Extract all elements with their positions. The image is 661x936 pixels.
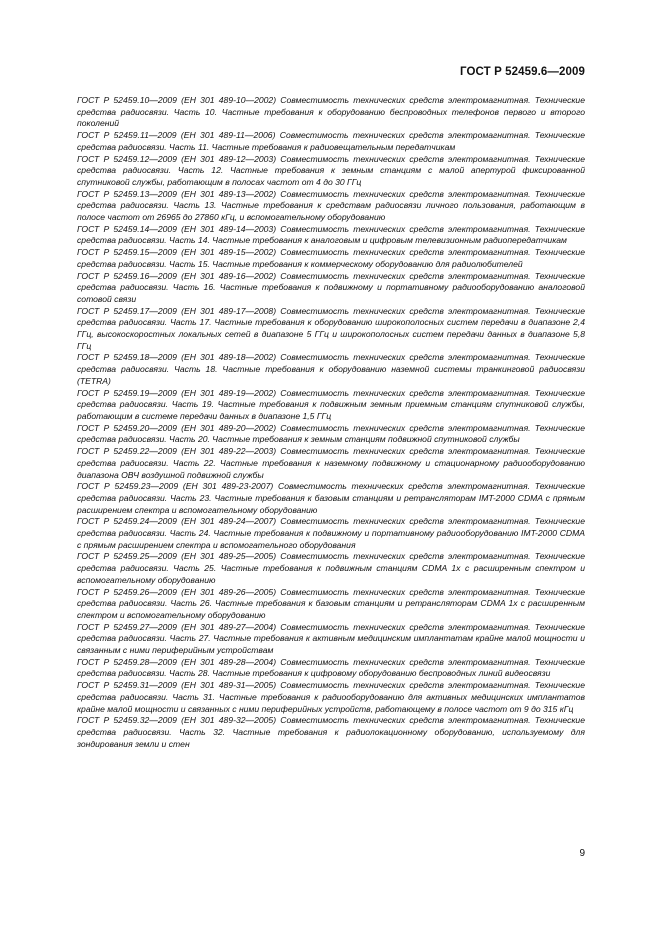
reference-entry (77, 446, 585, 481)
standard-title: Совместимость технических средств электромагнитная. Технические средства радиосвязи. Часть 12. Частные требования к земным станциям с малой апертурой фиксированной спутниковой службы, работающим в полосах частот от 4 до 30 ГГц (77, 153, 585, 187)
reference-entry (77, 657, 585, 680)
standard-reference: ГОСТ Р 52459.11—2009 (ЕН 301 489-11—2006) (77, 130, 276, 141)
standard-title: Совместимость технических средств электромагнитная. Технические средства радиосвязи. Часть 31. Частные требования к радиооборудованию для активных медицинских имплантатов крайне малой мощности и связанных с ними периферийных устройств, работающему в полосе частот от 9 до 315 кГц (77, 680, 585, 714)
standard-title: Совместимость технических средств электромагнитная. Технические средства радиосвязи. Часть 15. Частные требования к коммерческому оборудованию для радиолюбителей (77, 247, 585, 269)
standard-reference: ГОСТ Р 52459.23—2009 (ЕН 301 489-23-2007) (77, 481, 274, 492)
standard-reference: ГОСТ Р 52459.24—2009 (ЕН 301 489-24—2007) (77, 516, 277, 527)
reference-entry (77, 352, 585, 387)
standard-reference: ГОСТ Р 52459.16—2009 (ЕН 301 489-16—2002) (77, 270, 277, 281)
standard-title: Совместимость технических средств электромагнитная. Технические средства радиосвязи. Часть 32. Частные требования к радиолокационному оборудованию, используемому для зондирования земли и стен (77, 715, 585, 749)
standard-reference: ГОСТ Р 52459.17—2009 (ЕН 301 489-17—2008) (77, 305, 277, 316)
reference-entry (77, 715, 585, 750)
page-number: 9 (579, 848, 585, 859)
reference-entry (77, 388, 585, 423)
standard-title: Совместимость технических средств электромагнитная. Технические средства радиосвязи. Часть 11. Частные требования к радиовещательным передатчикам (77, 130, 585, 152)
standard-title: Совместимость технических средств электромагнитная. Технические средства радиосвязи. Часть 10. Частные требования к оборудованию беспроводных телефонов первого и второго поколений (77, 95, 585, 129)
standard-title: Совместимость технических средств электромагнитная. Технические средства радиосвязи. Часть 22. Частные требования к наземному подвижному и стационарному радиооборудованию диапазона ОВЧ воздушной подвижной службы (77, 446, 585, 480)
reference-entry (77, 622, 585, 657)
standard-reference: ГОСТ Р 52459.18—2009 (ЕН 301 489-18—2002) (77, 352, 277, 363)
standard-title: Совместимость технических средств электромагнитная. Технические средства радиосвязи. Часть 20. Частные требования к земным станциям подвижной спутниковой службы (77, 422, 585, 445)
standard-title: Совместимость технических средств электромагнитная. Технические средства радиосвязи. Часть 25. Частные требования к подвижным станциям CDMA 1x с расширенным спектром и вспомогательному оборудованию (77, 551, 585, 585)
standard-reference: ГОСТ Р 52459.14—2009 (ЕН 301 489-14—2003) (77, 223, 277, 234)
standard-reference: ГОСТ Р 52459.28—2009 (ЕН 301 489-28—2004) (77, 656, 277, 667)
reference-entry (77, 306, 585, 353)
reference-entry (77, 516, 585, 551)
standard-title: Совместимость технических средств электромагнитная. Технические средства радиосвязи. Часть 28. Частные требования к цифровому оборудованию беспроводных линий видеосвязи (77, 656, 585, 679)
standard-title: Совместимость технических средств электромагнитная. Технические средства радиосвязи. Часть 17. Частные требования к оборудованию широкополосных систем передачи в диапазоне 2,4 ГГц, высокоскоростных локальных сетей в диапазоне 5 ГГц и широкополосных систем передачи данных в диапазоне 5,8 ГГц (77, 305, 585, 351)
standard-reference: ГОСТ Р 52459.22—2009 (ЕН 301 489-22—2003) (77, 446, 277, 457)
reference-entry (77, 551, 585, 586)
standard-reference: ГОСТ Р 52459.15—2009 (ЕН 301 489-15—2002) (77, 247, 277, 258)
reference-entry (77, 680, 585, 715)
standard-title: Совместимость технических средств электромагнитная. Технические средства радиосвязи. Часть 13. Частные требования к средствам радиосвязи личного пользования, работающим в полосе частот от 26965 до 27860 кГц, и вспомогательному оборудованию (77, 188, 585, 223)
standard-title: Совместимость технических средств электромагнитная. Технические средства радиосвязи. Часть 24. Частные требования к подвижному и портативному радиооборудованию IMT-2000 CDMA с прямым расширением спектра и вспомогательного оборудования (77, 516, 585, 550)
standard-reference: ГОСТ Р 52459.27—2009 (ЕН 301 489-27—2004) (77, 621, 277, 632)
standard-reference: ГОСТ Р 52459.19—2009 (ЕН 301 489-19—2002) (77, 387, 277, 398)
standard-title: Совместимость технических средств электромагнитная. Технические средства радиосвязи. Часть 27. Частные требования к активным медицинским имплантатам крайне малой мощности и связанным с ними периферийным устройствам (77, 621, 585, 656)
reference-entry (77, 423, 585, 446)
standard-reference: ГОСТ Р 52459.10—2009 (ЕН 301 489-10—2002) (77, 95, 277, 105)
reference-entry (77, 481, 585, 516)
standard-reference: ГОСТ Р 52459.26—2009 (ЕН 301 489-26—2005) (77, 586, 277, 597)
reference-entry (77, 271, 585, 306)
standard-reference: ГОСТ Р 52459.12—2009 (ЕН 301 489-12—2003) (77, 153, 277, 164)
standard-reference: ГОСТ Р 52459.32—2009 (ЕН 301 489-32—2005) (77, 715, 277, 726)
standard-reference: ГОСТ Р 52459.25—2009 (ЕН 301 489-25—2005) (77, 551, 277, 562)
standard-reference: ГОСТ Р 52459.20—2009 (ЕН 301 489-20—2002) (77, 422, 277, 433)
standard-title: Совместимость технических средств электромагнитная. Технические средства радиосвязи. Часть 18. Частные требования к оборудованию наземной системы транкинговой радиосвязи (TETRA) (77, 352, 585, 386)
reference-entry (77, 130, 585, 153)
standard-title: Совместимость технических средств электромагнитная. Технические средства радиосвязи. Часть 19. Частные требования к подвижным земным приемным станциям спутниковой службы, работающим в системе передачи данных в диапазоне 1,5 ГГц (77, 387, 585, 421)
reference-entry (77, 224, 585, 247)
reference-entry (77, 154, 585, 189)
standard-title: Совместимость технических средств электромагнитная. Технические средства радиосвязи. Часть 23. Частные требования к базовым станциям и ретрансляторам IMT-2000 CDMA с прямым расширением спектра и вспомогательному оборудованию (77, 481, 585, 515)
reference-entry (77, 189, 585, 224)
reference-entry (77, 95, 585, 130)
standard-title: Совместимость технических средств электромагнитная. Технические средства радиосвязи. Часть 14. Частные требования к аналоговым и цифровым телевизионным радиопередатчикам (77, 223, 585, 246)
standard-title: Совместимость технических средств электромагнитная. Технические средства радиосвязи. Часть 16. Частные требования к подвижному и портативному радиооборудованию аналоговой сотовой связи (77, 270, 585, 304)
document-header: ГОСТ Р 52459.6—2009 (460, 66, 585, 78)
standard-reference: ГОСТ Р 52459.31—2009 (ЕН 301 489-31—2005) (77, 680, 277, 691)
reference-entry (77, 247, 585, 270)
standard-reference: ГОСТ Р 52459.13—2009 (ЕН 301 489-13—2002) (77, 188, 277, 199)
reference-entry (77, 587, 585, 622)
reference-list (77, 95, 585, 750)
standard-title: Совместимость технических средств электромагнитная. Технические средства радиосвязи. Часть 26. Частные требования к базовым станциям и ретрансляторам CDMA 1x с расширенным спектром и вспомогательному оборудованию (77, 586, 585, 620)
